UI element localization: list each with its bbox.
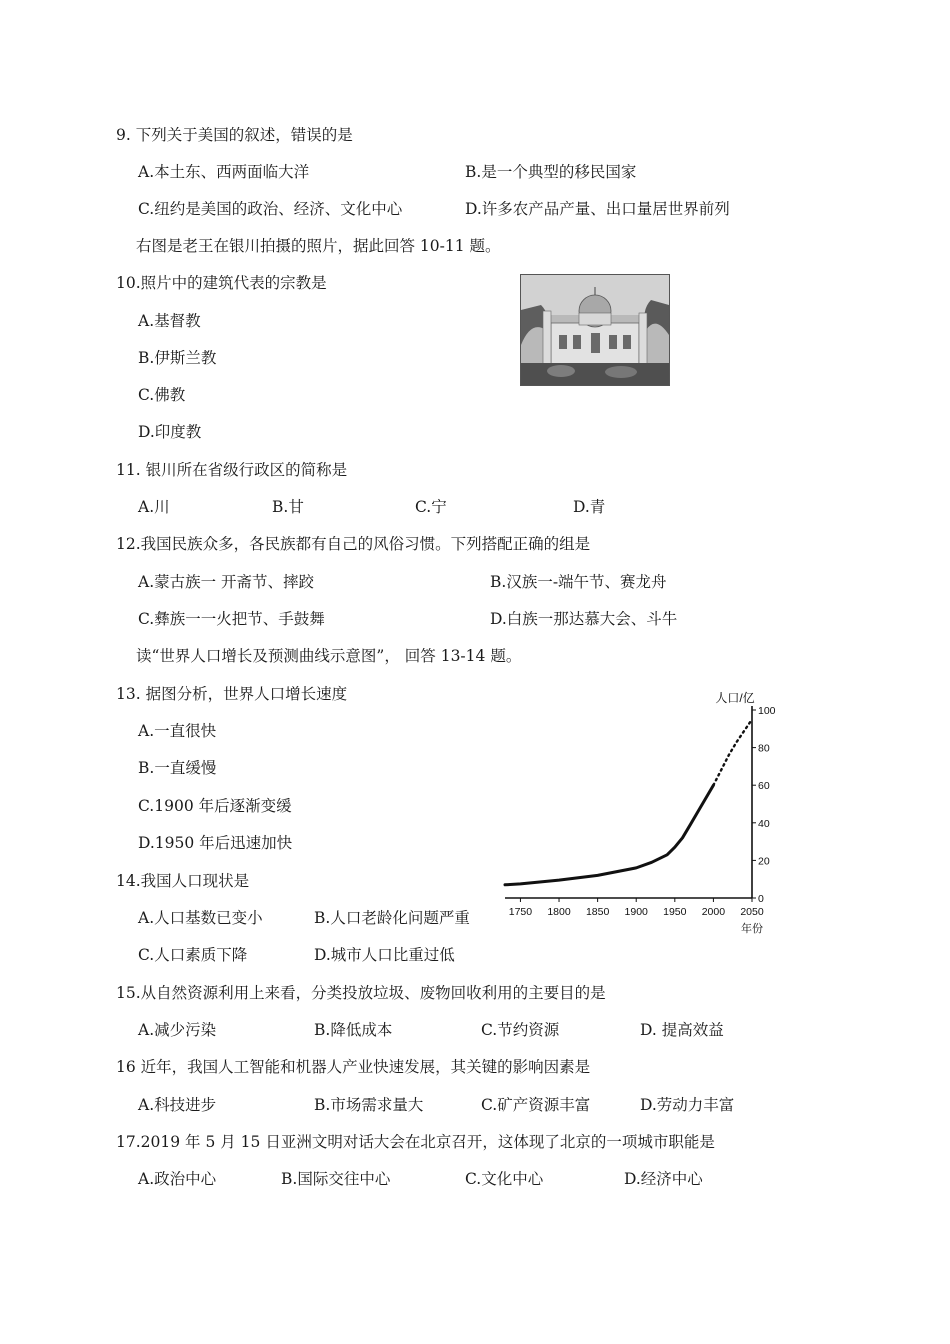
q11-option-d: D.青 [573, 498, 606, 516]
y-tick-label: 100 [758, 705, 776, 717]
q10-stem: 10.照片中的建筑代表的宗教是 [116, 274, 327, 292]
q13-option-b: B.一直缓慢 [138, 759, 217, 777]
q13-option-d: D.1950 年后迅速加快 [138, 834, 293, 852]
q9-option-b: B.是一个典型的移民国家 [465, 163, 637, 181]
q9-option-d: D.许多农产品产量、出口量居世界前列 [465, 200, 730, 218]
q11-option-a: A.川 [138, 498, 170, 516]
population-chart [495, 688, 785, 938]
q10-option-b: B.伊斯兰教 [138, 349, 217, 367]
y-tick-label: 60 [758, 780, 770, 793]
q14-option-a: A.人口基数已变小 [138, 909, 263, 927]
y-tick-label: 20 [758, 855, 770, 868]
q16-stem: 16 近年，我国人工智能和机器人产业快速发展，其关键的影响因素是 [116, 1058, 591, 1076]
q14-option-c: C.人口素质下降 [138, 946, 248, 964]
x-tick-label: 2050 [740, 906, 764, 918]
q9-option-c: C.纽约是美国的政治、经济、文化中心 [138, 200, 403, 218]
intro-13-14: 读“世界人口增长及预测曲线示意图”， 回答 13-14 题。 [136, 647, 522, 665]
q10-option-c: C.佛教 [138, 386, 186, 404]
chart-y-label: 人口/亿 [715, 691, 755, 705]
q9-option-a: A.本土东、西两面临大洋 [138, 163, 310, 181]
q14-option-d: D.城市人口比重过低 [314, 946, 455, 964]
q13-option-a: A.一直很快 [138, 722, 217, 740]
q15-option-c: C.节约资源 [481, 1021, 560, 1039]
q12-option-b: B.汉族一-端午节、赛龙舟 [490, 573, 667, 591]
q10-option-d: D.印度教 [138, 423, 202, 441]
q11-option-c: C.宁 [415, 498, 447, 516]
x-tick-label: 1900 [624, 906, 648, 918]
q10-option-a: A.基督教 [138, 312, 201, 330]
q11-stem: 11. 银川所在省级行政区的简称是 [116, 461, 348, 479]
q12-option-a: A.蒙古族一 开斋节、摔跤 [138, 573, 315, 591]
q17-option-a: A.政治中心 [138, 1170, 217, 1188]
q13-option-c: C.1900 年后逐渐变缓 [138, 797, 292, 815]
q13-stem: 13. 据图分析，世界人口增长速度 [116, 685, 348, 703]
chart-x-label: 年份 [741, 923, 763, 935]
q17-stem: 17.2019 年 5 月 15 日亚洲文明对话大会在北京召开，这体现了北京的一项城市职能是 [116, 1133, 715, 1151]
q15-option-b: B.降低成本 [314, 1021, 393, 1039]
y-tick-label: 80 [758, 742, 770, 755]
q12-option-c: C.彝族一一火把节、手鼓舞 [138, 610, 325, 628]
intro-10-11: 右图是老王在银川拍摄的照片，据此回答 10-11 题。 [136, 237, 501, 255]
x-tick-label: 1800 [547, 906, 571, 918]
q14-option-b: B.人口老龄化问题严重 [314, 909, 470, 927]
q16-option-a: A.科技进步 [138, 1096, 217, 1114]
q12-stem: 12.我国民族众多，各民族都有自己的风俗习惯。下列搭配正确的组是 [116, 535, 591, 553]
q14-stem: 14.我国人口现状是 [116, 872, 250, 890]
q15-option-d: D. 提高效益 [640, 1021, 724, 1039]
mosque-photo [520, 274, 670, 386]
x-tick-label: 1950 [663, 906, 687, 918]
forecast-series-line [713, 719, 752, 785]
y-tick-label: 40 [758, 817, 770, 830]
q16-option-d: D.劳动力丰富 [640, 1096, 735, 1114]
q16-option-c: C.矿产资源丰富 [481, 1096, 591, 1114]
x-tick-label: 1750 [508, 906, 533, 918]
q17-option-b: B.国际交往中心 [281, 1170, 391, 1188]
x-tick-label: 1850 [585, 906, 610, 918]
y-tick-label: 0 [758, 893, 764, 905]
q15-stem: 15.从自然资源利用上来看，分类投放垃圾、废物回收利用的主要目的是 [116, 984, 606, 1002]
actual-series-line [505, 785, 713, 885]
q11-option-b: B.甘 [272, 498, 304, 516]
population-chart-svg [495, 688, 785, 938]
q16-option-b: B.市场需求量大 [314, 1096, 424, 1114]
mosque-illustration [521, 275, 669, 385]
q15-option-a: A.减少污染 [138, 1021, 217, 1039]
q17-option-c: C.文化中心 [465, 1170, 544, 1188]
q17-option-d: D.经济中心 [624, 1170, 703, 1188]
x-tick-label: 2000 [701, 906, 726, 918]
q12-option-d: D.白族一那达慕大会、斗牛 [490, 610, 678, 628]
q9-stem: 9. 下列关于美国的叙述，错误的是 [116, 126, 353, 144]
